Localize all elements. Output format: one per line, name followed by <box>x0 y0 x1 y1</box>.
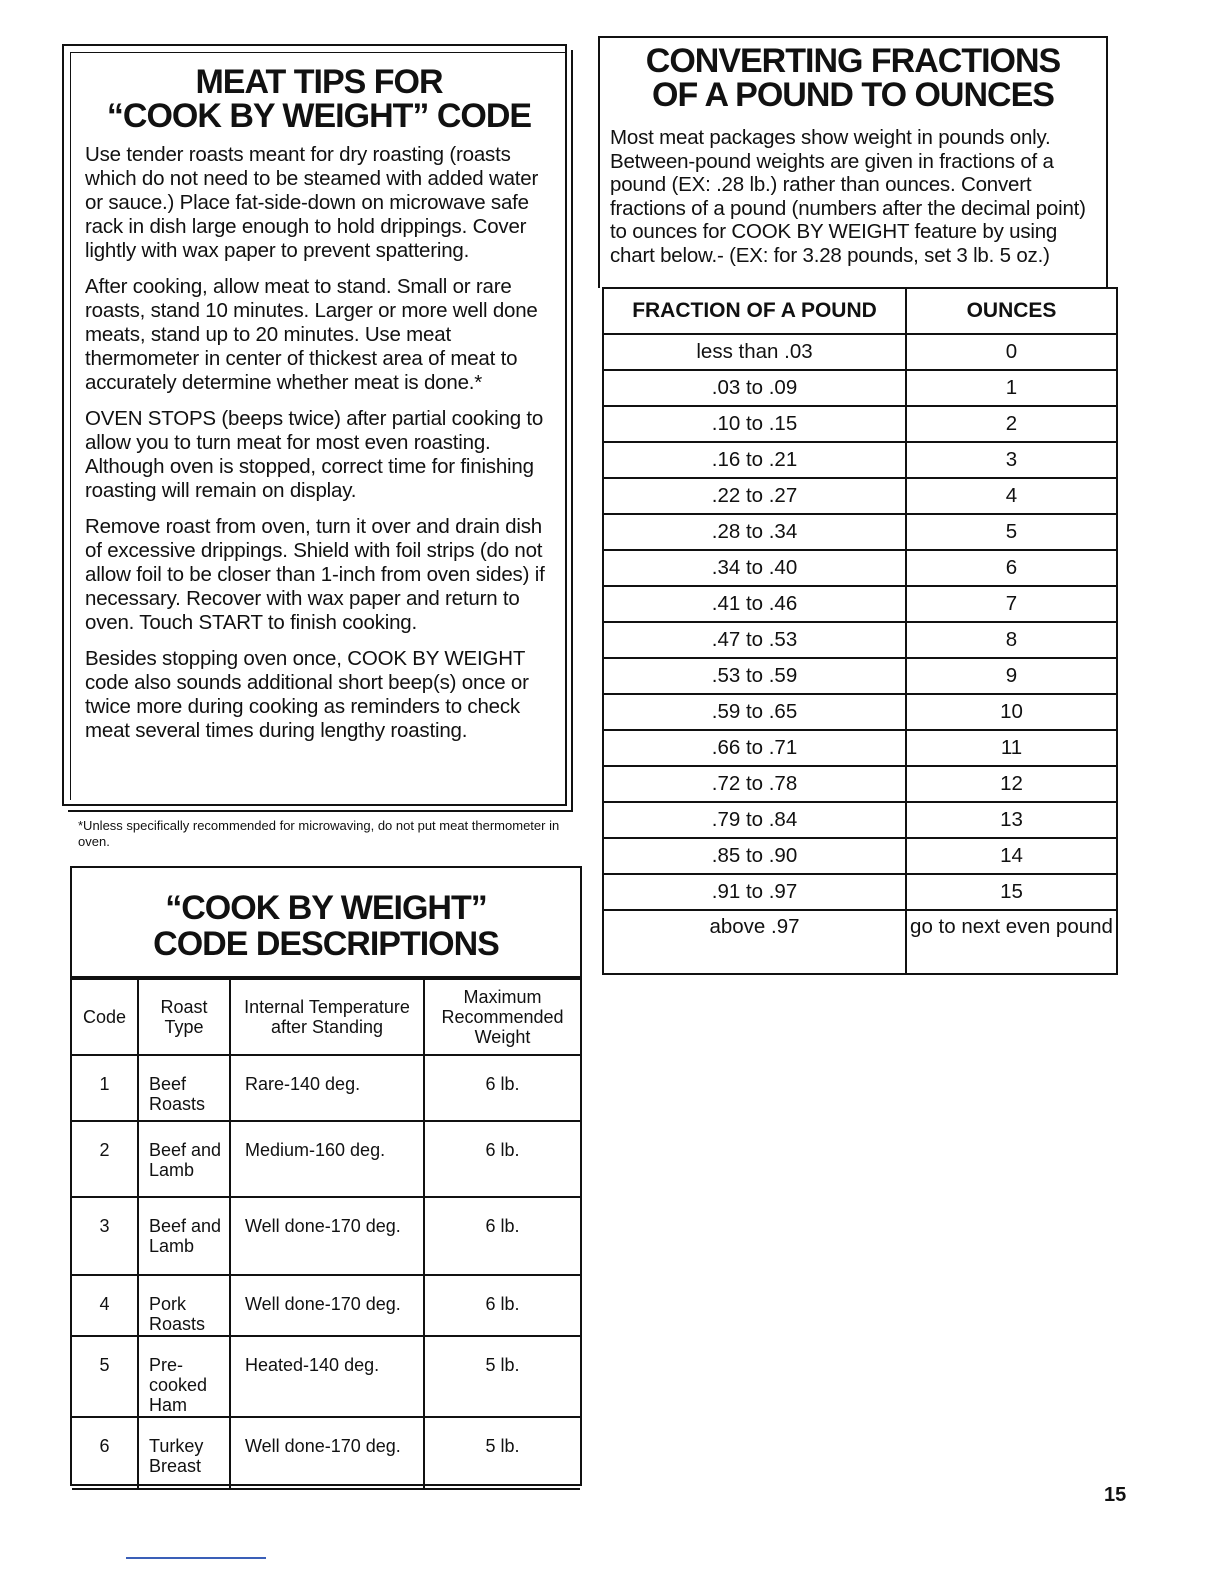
thermometer-footnote: *Unless specifically recommended for microwaving, do not put meat thermometer in oven. <box>78 818 560 849</box>
table-row <box>603 802 1117 838</box>
conversion-table <box>602 287 1118 975</box>
cell-code: 4 <box>72 1275 138 1336</box>
cell-ounces: 1 <box>906 370 1117 406</box>
cell-weight: 6 lb. <box>424 1275 580 1336</box>
table-header-row <box>72 979 580 1055</box>
cell-roast-type: Pre-cooked Ham <box>138 1336 230 1417</box>
cell-ounces: 11 <box>906 730 1117 766</box>
cell-roast-type: Beef and Lamb <box>138 1121 230 1197</box>
cell-fraction: .10 to .15 <box>603 406 906 442</box>
meat-tips-title <box>85 65 553 133</box>
cell-ounces: 15 <box>906 874 1117 910</box>
cell-roast-type: Beef and Lamb <box>138 1197 230 1275</box>
table-header-row <box>603 288 1117 334</box>
meat-tips-paragraph: Besides stopping oven once, COOK BY WEIGHT code also sounds additional short beep(s) once or twice more during cooking as reminders to check meat several times during lengthy roasting. <box>85 647 529 742</box>
table-row <box>603 586 1117 622</box>
cell-temperature: Well done-170 deg. <box>230 1197 424 1275</box>
header-code: Code <box>72 979 138 1055</box>
cell-fraction: less than .03 <box>603 334 906 370</box>
cell-fraction: .59 to .65 <box>603 694 906 730</box>
code-descriptions-title-line1: “COOK BY WEIGHT” <box>165 889 487 927</box>
code-descriptions-title-line2: CODE DESCRIPTIONS <box>153 925 499 963</box>
cell-fraction: .28 to .34 <box>603 514 906 550</box>
cell-roast-type: Turkey Breast <box>138 1417 230 1489</box>
table-row <box>603 874 1117 910</box>
cell-fraction: .41 to .46 <box>603 586 906 622</box>
cell-fraction: .47 to .53 <box>603 622 906 658</box>
table-row <box>603 766 1117 802</box>
cell-roast-type: Pork Roasts <box>138 1275 230 1336</box>
meat-tips-box <box>62 44 567 806</box>
table-row <box>72 1121 580 1197</box>
meat-tips-paragraph: After cooking, allow meat to stand. Small or rare roasts, stand 10 minutes. Larger or more well done meats, stand up to 20 minutes. Use meat thermometer in center of thickest area of meat to accurately determine whether meat is done.* <box>85 275 538 394</box>
header-roast-type: Roast Type <box>138 979 230 1055</box>
bottom-rule <box>126 1557 266 1559</box>
meat-tips-inner <box>70 52 567 800</box>
table-row <box>72 1336 580 1417</box>
conversion-table-body <box>603 334 1117 974</box>
conversion-title-line2: OF A POUND TO OUNCES <box>652 76 1054 114</box>
meat-tips-title-line2: “COOK BY WEIGHT” CODE <box>106 97 532 135</box>
table-row <box>603 406 1117 442</box>
table-row <box>603 550 1117 586</box>
cell-ounces: go to next even pound <box>906 910 1117 974</box>
cell-ounces: 3 <box>906 442 1117 478</box>
table-row <box>72 1197 580 1275</box>
cell-weight: 5 lb. <box>424 1417 580 1489</box>
cell-fraction: .53 to .59 <box>603 658 906 694</box>
code-descriptions-table <box>72 978 580 1490</box>
cell-fraction: .16 to .21 <box>603 442 906 478</box>
table-row <box>603 838 1117 874</box>
cell-roast-type: Beef Roasts <box>138 1055 230 1121</box>
table-row <box>603 730 1117 766</box>
table-row <box>603 622 1117 658</box>
conversion-title <box>610 44 1096 112</box>
page-number: 15 <box>1104 1484 1127 1506</box>
conversion-title-line1: CONVERTING FRACTIONS <box>645 42 1061 80</box>
cell-ounces: 14 <box>906 838 1117 874</box>
cell-ounces: 0 <box>906 334 1117 370</box>
table-row <box>603 910 1117 974</box>
cell-weight: 5 lb. <box>424 1336 580 1417</box>
cell-temperature: Well done-170 deg. <box>230 1417 424 1489</box>
table-row <box>72 1055 580 1121</box>
cell-fraction: .91 to .97 <box>603 874 906 910</box>
cell-weight: 6 lb. <box>424 1197 580 1275</box>
meat-tips-paragraph: Use tender roasts meant for dry roasting (roasts which do not need to be steamed with added water or sauce.) Place fat-side-down on microwave safe rack in dish large enough to hold drippings. Cover lightly with wax paper to prevent spattering. <box>85 143 539 262</box>
meat-tips-paragraph: OVEN STOPS (beeps twice) after partial cooking to allow you to turn meat for most even roasting. Although oven is stopped, correct time for finishing roasting will remain on display. <box>85 407 544 502</box>
table-row <box>603 370 1117 406</box>
table-row <box>603 658 1117 694</box>
cell-fraction: above .97 <box>603 910 906 974</box>
cell-code: 1 <box>72 1055 138 1121</box>
table-row <box>603 334 1117 370</box>
table-row <box>603 442 1117 478</box>
cell-fraction: .34 to .40 <box>603 550 906 586</box>
cell-temperature: Well done-170 deg. <box>230 1275 424 1336</box>
table-row <box>603 694 1117 730</box>
cell-code: 3 <box>72 1197 138 1275</box>
cell-ounces: 2 <box>906 406 1117 442</box>
header-fraction: FRACTION OF A POUND <box>603 288 906 334</box>
cell-temperature: Medium-160 deg. <box>230 1121 424 1197</box>
cell-code: 6 <box>72 1417 138 1489</box>
header-max-weight: Maximum Recommended Weight <box>424 979 580 1055</box>
cell-ounces: 13 <box>906 802 1117 838</box>
table-row <box>603 514 1117 550</box>
conversion-box <box>598 36 1108 288</box>
cell-ounces: 6 <box>906 550 1117 586</box>
table-row <box>603 478 1117 514</box>
cell-weight: 6 lb. <box>424 1121 580 1197</box>
conversion-paragraph: Most meat packages show weight in pounds only. Between-pound weights are given in fractions of a pound (EX: .28 lb.) rather than ounces. Convert fractions of a pound (numbers after the decimal point) to ounces for COOK BY WEIGHT feature by using chart below.- (EX: for 3.28 pounds, set 3 lb. 5 oz.) <box>610 126 1086 267</box>
code-descriptions-title <box>72 868 580 978</box>
meat-tips-paragraph: Remove roast from oven, turn it over and drain dish of excessive drippings. Shield with foil strips (do not allow foil to be closer than 1-inch from oven sides) if necessary. Recover with wax paper and return to oven. Touch START to finish cooking. <box>85 515 545 634</box>
header-ounces: OUNCES <box>906 288 1117 334</box>
cell-ounces: 4 <box>906 478 1117 514</box>
table-row <box>72 1417 580 1489</box>
table-row <box>72 1275 580 1336</box>
code-descriptions-box <box>70 866 582 1486</box>
header-internal-temperature: Internal Temperature after Standing <box>230 979 424 1055</box>
cell-fraction: .22 to .27 <box>603 478 906 514</box>
cell-temperature: Heated-140 deg. <box>230 1336 424 1417</box>
cell-ounces: 9 <box>906 658 1117 694</box>
cell-ounces: 12 <box>906 766 1117 802</box>
cell-fraction: .03 to .09 <box>603 370 906 406</box>
cell-fraction: .79 to .84 <box>603 802 906 838</box>
cell-ounces: 10 <box>906 694 1117 730</box>
cell-fraction: .85 to .90 <box>603 838 906 874</box>
meat-tips-title-line1: MEAT TIPS FOR <box>195 63 443 101</box>
cell-ounces: 7 <box>906 586 1117 622</box>
cell-code: 2 <box>72 1121 138 1197</box>
cell-fraction: .72 to .78 <box>603 766 906 802</box>
cell-weight: 6 lb. <box>424 1055 580 1121</box>
cell-ounces: 5 <box>906 514 1117 550</box>
cell-code: 5 <box>72 1336 138 1417</box>
cell-temperature: Rare-140 deg. <box>230 1055 424 1121</box>
cell-fraction: .66 to .71 <box>603 730 906 766</box>
cell-ounces: 8 <box>906 622 1117 658</box>
